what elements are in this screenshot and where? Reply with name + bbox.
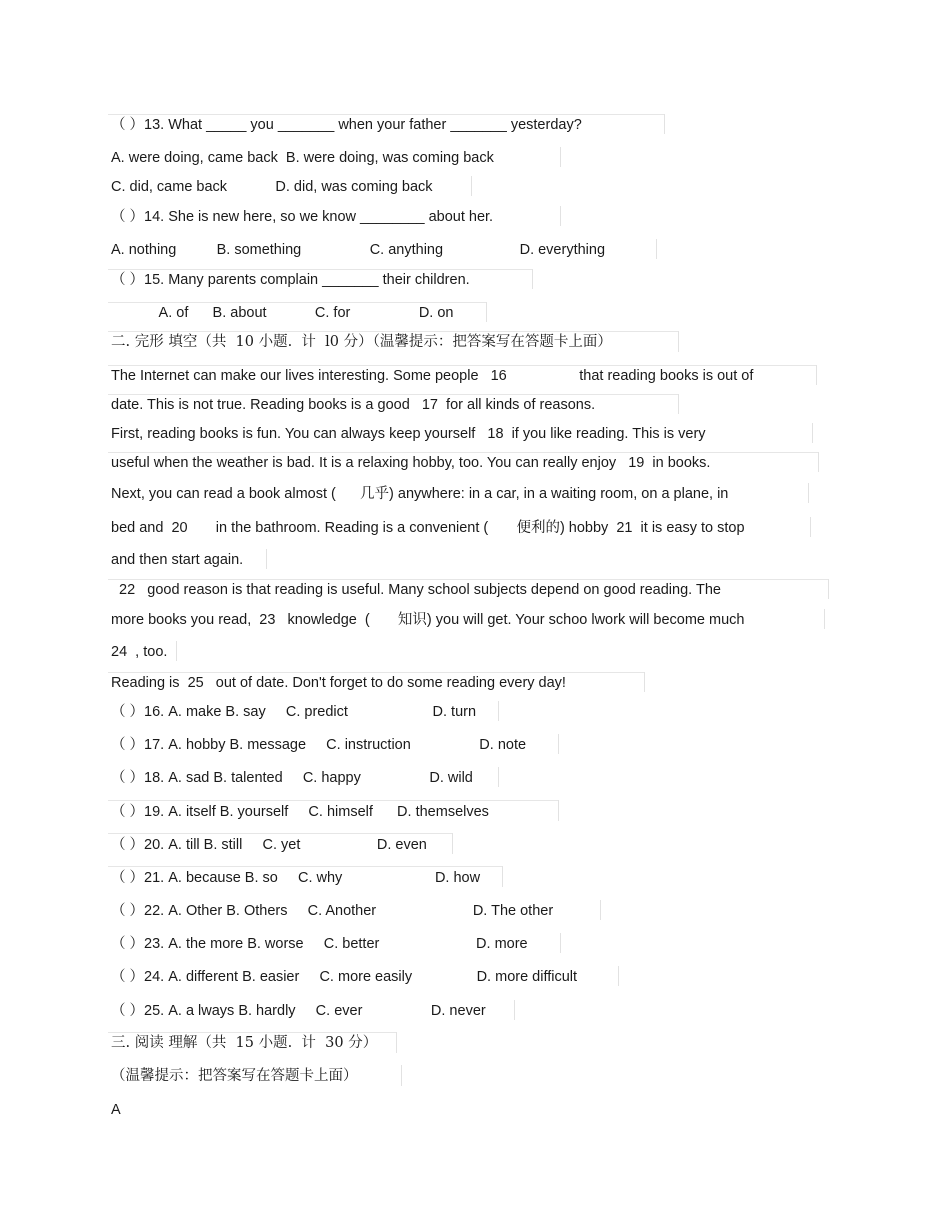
rule	[498, 767, 499, 787]
passage-line-11: Reading is 25 out of date. Don't forget to do some reading every day!	[111, 675, 566, 691]
option-19: （ ）19. A. itself B. yourself C. himself D. themselves	[111, 804, 489, 820]
rule	[558, 800, 559, 821]
passage-line-8: 22 good reason is that reading is useful. Many school subjects depend on good reading. The	[111, 582, 721, 598]
rule	[678, 394, 679, 414]
rule	[558, 734, 559, 754]
rule	[108, 833, 452, 834]
rule	[618, 966, 619, 986]
rule	[600, 900, 601, 920]
rule	[486, 302, 487, 322]
question-15-options: A. of B. about C. for D. on	[111, 305, 454, 321]
section-3-note: （温馨提示：把答案写在答题卡上面）	[111, 1068, 358, 1084]
rule	[108, 800, 558, 801]
rule	[560, 933, 561, 953]
rule	[266, 549, 267, 569]
rule	[396, 1032, 397, 1053]
rule	[678, 331, 679, 352]
option-16: （ ）16. A. make B. say C. predict D. turn	[111, 704, 477, 720]
rule	[560, 206, 561, 226]
rule	[816, 365, 817, 385]
passage-line-7: and then start again.	[111, 552, 244, 568]
rule	[108, 269, 532, 270]
question-13-options-cd: C. did, came back D. did, was coming back	[111, 179, 433, 195]
option-23: （ ）23. A. the more B. worse C. better D. more	[111, 936, 528, 952]
passage-line-3: First, reading books is fun. You can always keep yourself 18 if you like reading. This is very	[111, 426, 706, 442]
rule	[502, 866, 503, 887]
rule	[644, 672, 645, 692]
rule	[176, 641, 177, 661]
rule	[108, 1032, 396, 1033]
rule	[656, 239, 657, 259]
section-3-heading: 三. 阅读 理解（共 15 小题. 计 30 分）	[111, 1035, 378, 1051]
rule	[401, 1065, 402, 1086]
rule	[108, 452, 818, 453]
passage-label-a: A	[111, 1102, 121, 1118]
passage-line-6: bed and 20 in the bathroom. Reading is a convenient ( 便利的) hobby 21 it is easy to stop	[111, 520, 745, 536]
option-25: （ ）25. A. a lways B. hardly C. ever D. never	[111, 1003, 486, 1019]
rule	[108, 394, 678, 395]
rule	[808, 483, 809, 503]
passage-line-9: more books you read, 23 knowledge ( 知识) you will get. Your schoo lwork will become much	[111, 612, 745, 628]
question-14-options: A. nothing B. something C. anything D. everything	[111, 242, 606, 258]
rule	[828, 579, 829, 599]
rule	[108, 866, 502, 867]
option-21: （ ）21. A. because B. so C. why D. how	[111, 870, 481, 886]
rule	[812, 423, 813, 443]
question-14: （ ）14. She is new here, so we know ________ about her.	[111, 209, 494, 225]
rule	[108, 114, 664, 115]
rule	[108, 672, 644, 673]
option-20: （ ）20. A. till B. still C. yet D. even	[111, 837, 427, 853]
rule	[108, 579, 828, 580]
passage-line-5: Next, you can read a book almost ( 几乎) anywhere: in a car, in a waiting room, on a plane, in	[111, 486, 729, 502]
rule	[810, 517, 811, 537]
option-18: （ ）18. A. sad B. talented C. happy D. wild	[111, 770, 473, 786]
question-15: （ ）15. Many parents complain _______ their children.	[111, 272, 470, 288]
rule	[824, 609, 825, 629]
rule	[108, 302, 486, 303]
option-24: （ ）24. A. different B. easier C. more easily D. more difficult	[111, 969, 578, 985]
rule	[108, 331, 678, 332]
rule	[452, 833, 453, 854]
question-13-options-ab: A. were doing, came back B. were doing, was coming back	[111, 150, 494, 166]
rule	[560, 147, 561, 167]
rule	[532, 269, 533, 289]
rule	[471, 176, 472, 196]
rule	[108, 365, 816, 366]
rule	[514, 1000, 515, 1020]
section-2-heading: 二. 完形 填空（共 10 小题. 计 l0 分）（温馨提示：把答案写在答题卡上面）	[111, 334, 612, 350]
rule	[664, 114, 665, 134]
question-13: （ ）13. What _____ you _______ when your father _______ yesterday?	[111, 117, 582, 133]
option-22: （ ）22. A. Other B. Others C. Another D. The other	[111, 903, 554, 919]
passage-line-2: date. This is not true. Reading books is a good 17 for all kinds of reasons.	[111, 397, 596, 413]
passage-line-10: 24 , too.	[111, 644, 168, 660]
passage-line-4: useful when the weather is bad. It is a relaxing hobby, too. You can really enjoy 19 in books.	[111, 455, 711, 471]
option-17: （ ）17. A. hobby B. message C. instruction D. note	[111, 737, 527, 753]
passage-line-1: The Internet can make our lives interesting. Some people 16 that reading books is out of	[111, 368, 754, 384]
rule	[498, 701, 499, 721]
rule	[818, 452, 819, 472]
